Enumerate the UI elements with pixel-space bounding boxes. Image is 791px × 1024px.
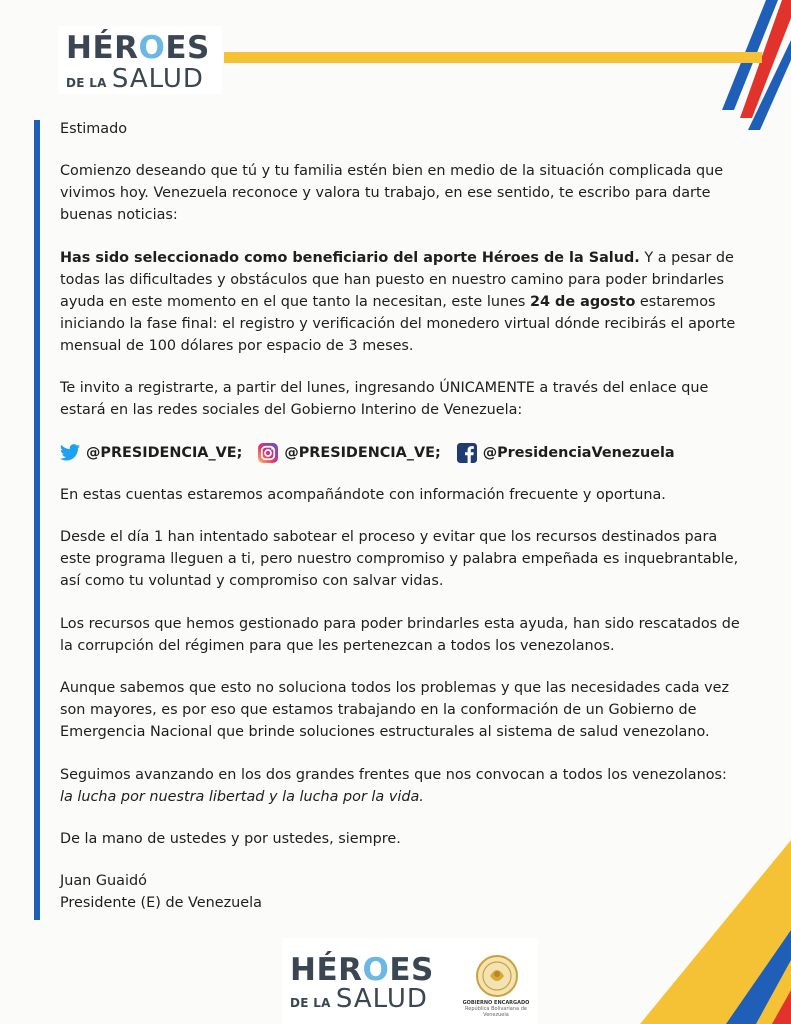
government-seal-caption bbox=[452, 1000, 540, 1018]
signature-name: Juan Guaidó bbox=[60, 873, 147, 890]
logo-title: HÉROES bbox=[66, 30, 210, 66]
fronts-italic: la lucha por nuestra libertad y la lucha por la vida. bbox=[60, 788, 424, 805]
logo-subtitle-big: SALUD bbox=[111, 64, 204, 94]
letter-body bbox=[60, 118, 750, 914]
paragraph-emergency: Aunque sabemos que esto no soluciona todos los problemas y que las necesidades cada vez son mayores, es por eso que estamos trabajando en la conformación de un Gobierno de Emergencia Nacional que brinde soluciones estructurales al sistema de salud venezolano. bbox=[60, 680, 730, 741]
logo-subtitle-small: DE LA bbox=[66, 76, 107, 90]
footer-logo-subtitle-big: SALUD bbox=[335, 984, 428, 1014]
paragraph-announcement bbox=[60, 247, 750, 357]
facebook-icon bbox=[457, 443, 477, 463]
twitter-handle: @PRESIDENCIA_VE; bbox=[86, 444, 243, 461]
facebook-link[interactable] bbox=[457, 442, 675, 464]
paragraph-resources: Los recursos que hemos gestionado para poder brindarles esta ayuda, han sido rescatados de la corrupción del régimen para que les pertenezcan a todos los venezolanos. bbox=[60, 615, 740, 654]
announcement-bold: Has sido seleccionado como beneficiario del aporte Héroes de la Salud. bbox=[60, 249, 640, 266]
facebook-handle: @PresidenciaVenezuela bbox=[482, 444, 675, 461]
signature-title: Presidente (E) de Venezuela bbox=[60, 895, 262, 912]
paragraph-fronts bbox=[60, 764, 750, 808]
seal-subtext: República Bolivariana de Venezuela bbox=[465, 1006, 527, 1018]
paragraph-closing: De la mano de ustedes y por ustedes, siempre. bbox=[60, 830, 401, 847]
paragraph-accounts: En estas cuentas estaremos acompañándote con información frecuente y oportuna. bbox=[60, 486, 666, 503]
announcement-date: 24 de agosto bbox=[530, 293, 636, 310]
footer-logo-title: HÉROES bbox=[290, 952, 434, 988]
seal-text: GOBIERNO ENCARGADO bbox=[462, 1000, 530, 1006]
logo-accent-letter: O bbox=[362, 952, 390, 988]
instagram-icon bbox=[258, 443, 278, 463]
signature bbox=[60, 870, 750, 914]
paragraph-sabotage: Desde el día 1 han intentado sabotear el proceso y evitar que los recursos destinados para este programa lleguen a ti, pero nuestro compromiso y palabra empeñada es inquebrantable, así como tu voluntad y compromiso con salvar vidas. bbox=[60, 529, 739, 590]
header-rule bbox=[224, 52, 762, 63]
announcement-text-a: Y a pesar de todas las dificultades y obstáculos que han puesto en nuestro camino para poder brindarles ayuda en este momento en el que tanto la necesitan, este lunes bbox=[60, 249, 734, 310]
instagram-link[interactable] bbox=[258, 442, 440, 464]
twitter-link[interactable] bbox=[60, 442, 242, 464]
logo-accent-letter: O bbox=[138, 30, 166, 66]
paragraph-intro: Comienzo deseando que tú y tu familia estén bien en medio de la situación complicada que vivimos hoy. Venezuela reconoce y valora tu trabajo, en ese sentido, te escribo para darte buenas noticias: bbox=[60, 163, 724, 224]
greeting: Estimado bbox=[60, 121, 128, 137]
paragraph-register: Te invito a registrarte, a partir del lunes, ingresando ÚNICAMENTE a través del enlace que estará en las redes sociales del Gobierno Interino de Venezuela: bbox=[60, 380, 709, 419]
social-links bbox=[60, 442, 750, 464]
footer-logo-subtitle-small: DE LA bbox=[290, 996, 331, 1010]
instagram-handle: @PRESIDENCIA_VE; bbox=[284, 444, 441, 461]
twitter-icon bbox=[60, 444, 80, 461]
fronts-text: Seguimos avanzando en los dos grandes frentes que nos convocan a todos los venezolanos: bbox=[60, 766, 727, 783]
left-accent-bar bbox=[34, 120, 40, 920]
heroes-de-la-salud-logo bbox=[58, 26, 222, 94]
announcement-text-b: estaremos iniciando la fase final: el registro y verificación del monedero virtual dónde recibirás el aporte mensual de 100 dólares por espacio de 3 meses. bbox=[60, 293, 736, 354]
